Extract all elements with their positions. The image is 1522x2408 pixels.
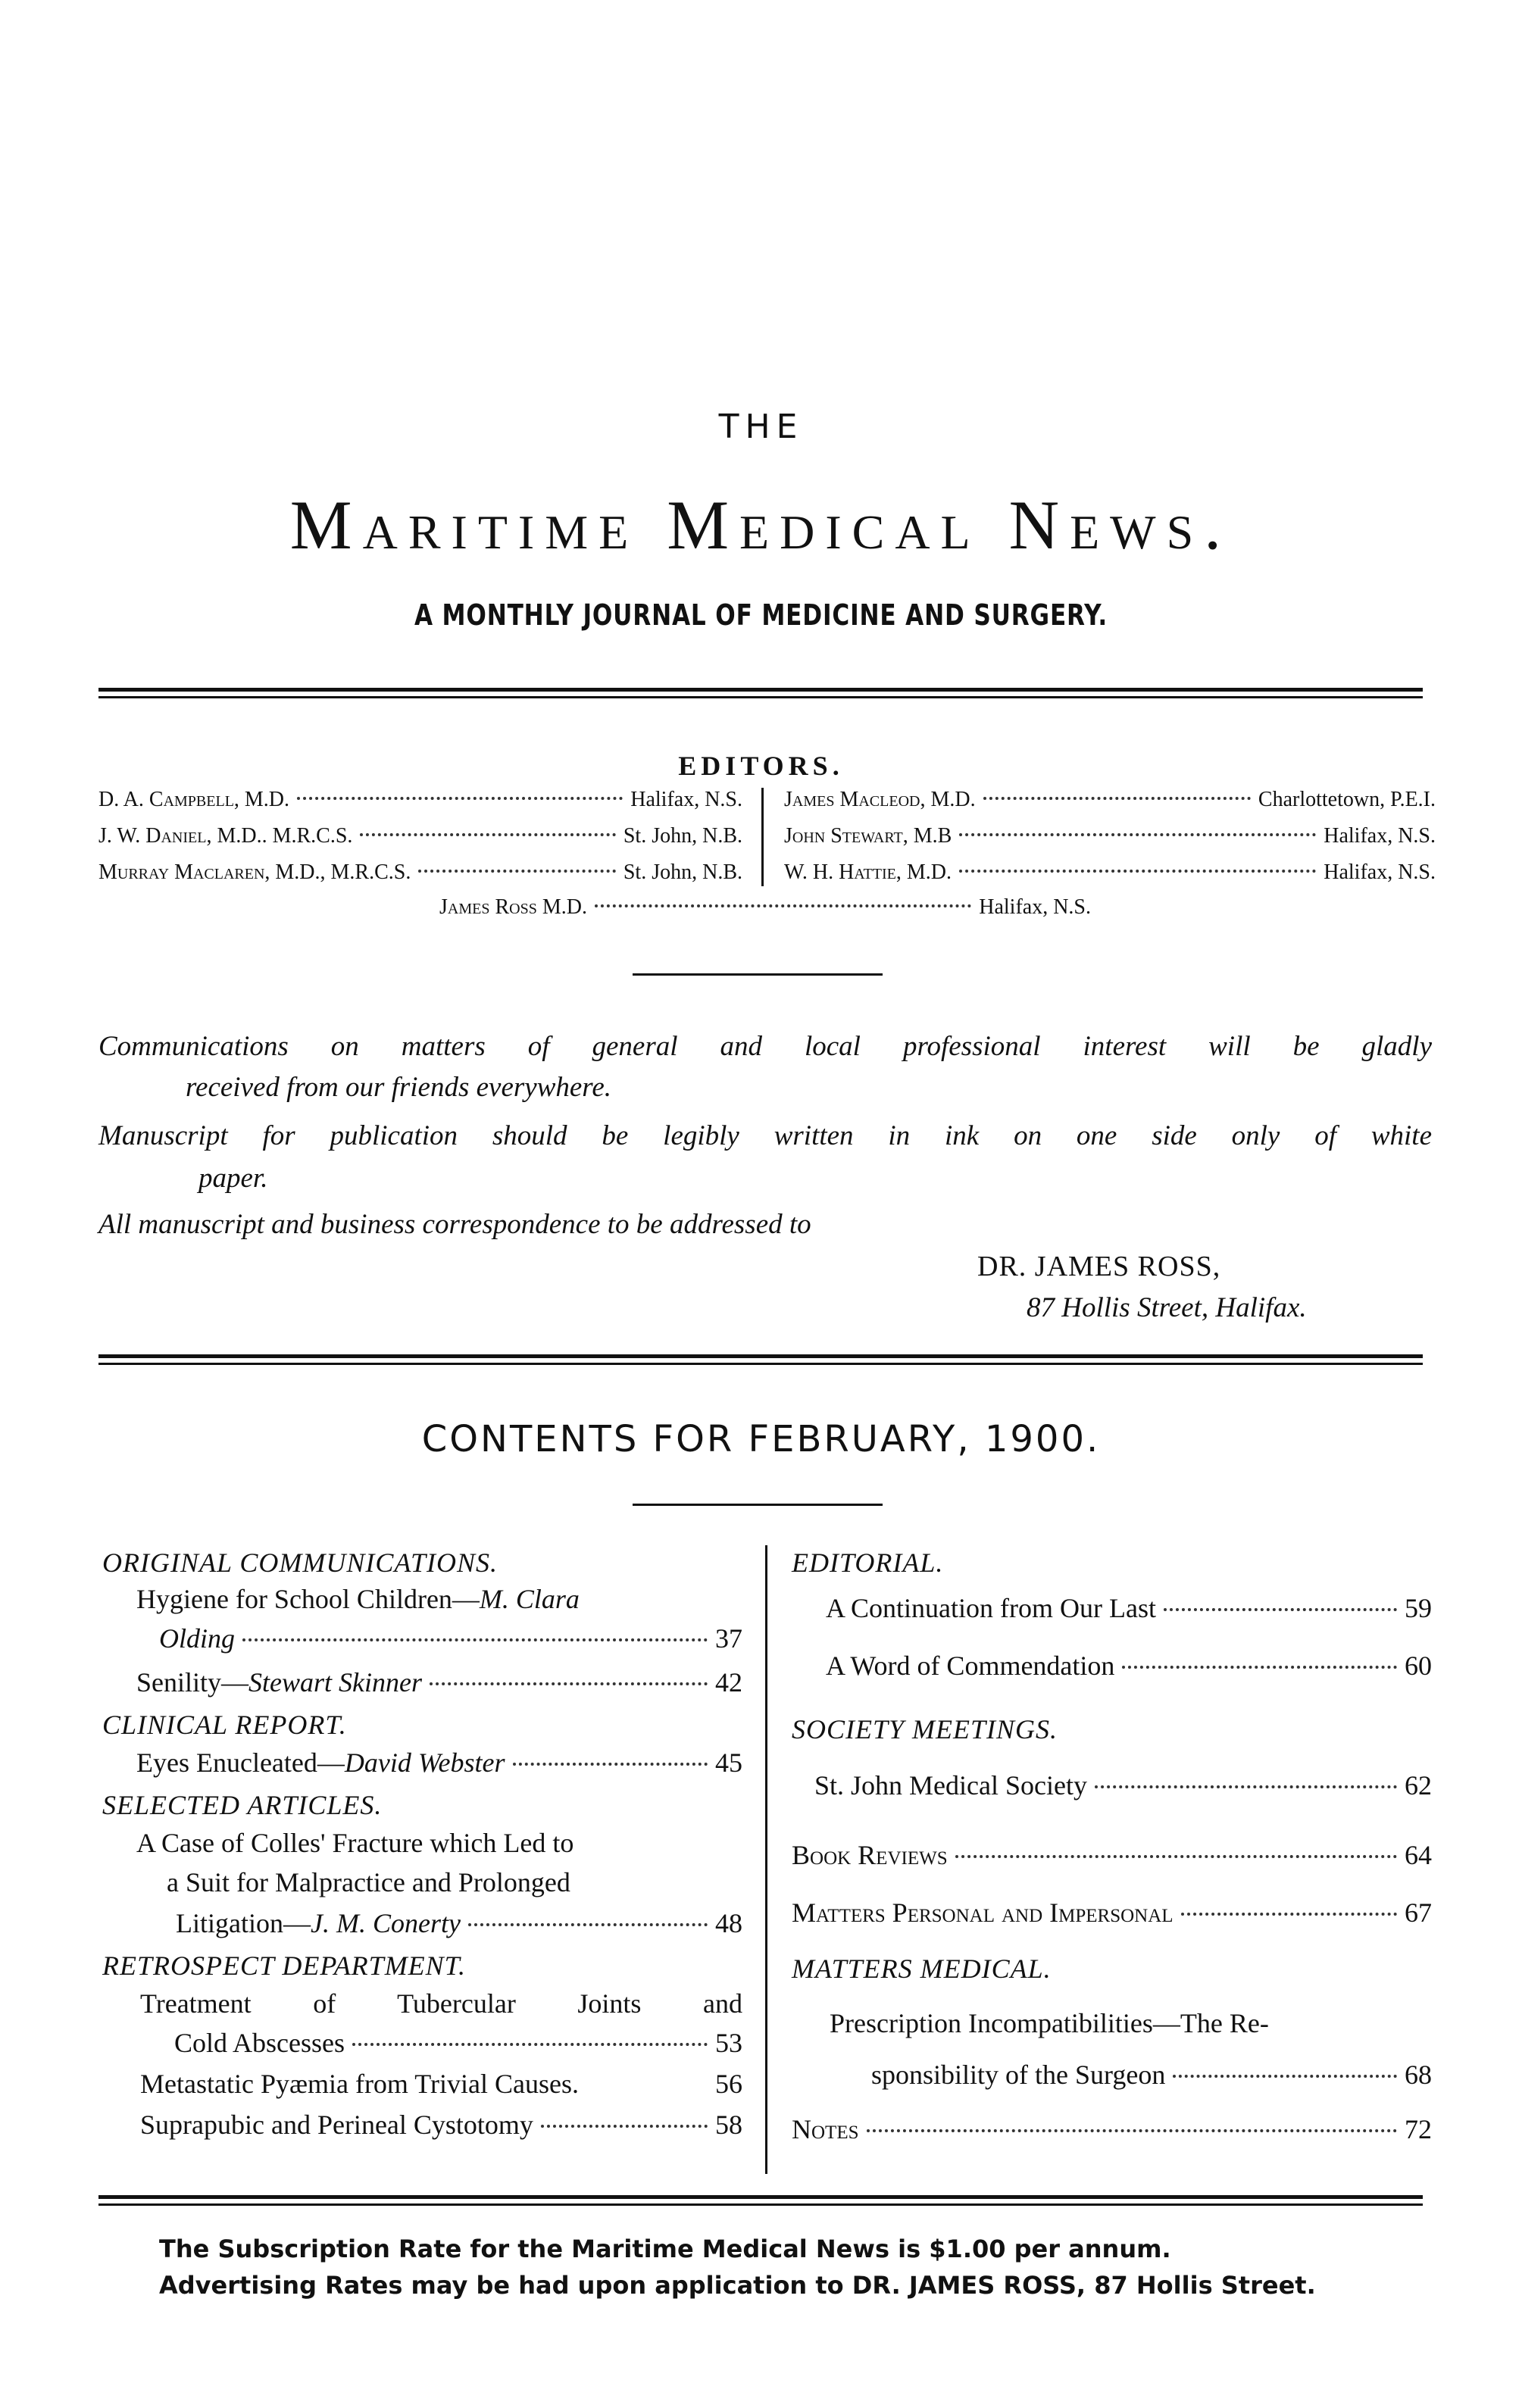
- editor-name: W. H. Hattie, M.D.: [784, 860, 952, 884]
- toc-tubercular-line2[interactable]: [174, 2027, 742, 2059]
- toc-page: 62: [1405, 1770, 1432, 1801]
- toc-colles-line3[interactable]: [176, 1907, 742, 1939]
- masthead-the: THE: [718, 408, 804, 446]
- editor-place: St. John, N.B.: [623, 824, 742, 848]
- toc-title: Eyes Enucleated—: [136, 1747, 345, 1778]
- toc-metastatic[interactable]: [140, 2068, 742, 2100]
- toc-commendation[interactable]: [826, 1650, 1432, 1682]
- masthead-rule: [98, 688, 1423, 698]
- editor-name: James Ross M.D.: [439, 895, 587, 919]
- toc-st-john-society[interactable]: [814, 1769, 1432, 1801]
- editor-name: James Macleod, M.D.: [784, 788, 976, 811]
- toc-page: 68: [1405, 2060, 1432, 2090]
- footer-subscription: The Subscription Rate for the Maritime Medical News is $1.00 per annum.: [159, 2235, 1171, 2263]
- section-original-communications: ORIGINAL COMMUNICATIONS.: [102, 1548, 498, 1578]
- editors-divider: [761, 788, 764, 886]
- notice-manuscript-2: paper.: [198, 1163, 268, 1194]
- editor-left-1: [98, 788, 742, 812]
- journal-title: Maritime Medical News.: [289, 486, 1233, 564]
- toc-prescription-line1[interactable]: Prescription Incompatibilities—The Re-: [830, 2008, 1269, 2038]
- section-retrospect-department: RETROSPECT DEPARTMENT.: [102, 1950, 467, 1981]
- toc-title: Cold Abscesses: [174, 2028, 345, 2058]
- footer-advertising: Advertising Rates may be had upon application to DR. JAMES ROSS, 87 Hollis Street.: [159, 2271, 1316, 2300]
- toc-page: 72: [1405, 2114, 1432, 2144]
- toc-title: A Continuation from Our Last: [826, 1593, 1156, 1623]
- section-editorial: EDITORIAL.: [792, 1548, 944, 1578]
- toc-author: Stewart Skinner: [248, 1667, 422, 1697]
- toc-book-reviews[interactable]: [792, 1839, 1432, 1871]
- toc-page: 45: [715, 1747, 742, 1778]
- editor-place: Halifax, N.S.: [630, 788, 742, 811]
- toc-page: 58: [715, 2110, 742, 2140]
- toc-page: 64: [1405, 1840, 1432, 1870]
- toc-author: Olding: [159, 1623, 236, 1654]
- editor-right-3: [784, 860, 1436, 885]
- toc-colles-line1[interactable]: A Case of Colles' Fracture which Led to: [136, 1828, 574, 1858]
- toc-title: A Word of Commendation: [826, 1651, 1115, 1681]
- notice-correspondence: All manuscript and business correspondence to be addressed to: [98, 1209, 811, 1240]
- editor-place: Halifax, N.S.: [979, 895, 1091, 919]
- toc-page: 59: [1405, 1593, 1432, 1623]
- toc-author: David Webster: [344, 1747, 505, 1778]
- toc-title: Metastatic Pyæmia from Trivial Causes.: [140, 2069, 579, 2099]
- toc-page: 67: [1405, 1897, 1432, 1928]
- toc-tubercular-line1[interactable]: Treatment of Tubercular Joints and: [140, 1988, 742, 2019]
- toc-hygiene-line1: [136, 1583, 580, 1615]
- editors-short-rule: [633, 973, 883, 976]
- toc-page: 53: [715, 2028, 742, 2058]
- section-society-meetings: SOCIETY MEETINGS.: [792, 1714, 1058, 1744]
- editor-place: Halifax, N.S.: [1324, 824, 1436, 848]
- toc-senility[interactable]: [136, 1666, 742, 1698]
- section-selected-articles: SELECTED ARTICLES.: [102, 1790, 383, 1820]
- toc-title[interactable]: Hygiene for School Children—: [136, 1584, 480, 1614]
- editor-name: Murray Maclaren, M.D., M.R.C.S.: [98, 860, 411, 884]
- toc-page: 37: [715, 1623, 742, 1654]
- toc-title: Book Reviews: [792, 1840, 948, 1870]
- editor-name: J. W. Daniel, M.D.. M.R.C.S.: [98, 824, 353, 848]
- toc-title: Matters Personal and Impersonal: [792, 1897, 1174, 1928]
- toc-eyes-enucleated[interactable]: [136, 1747, 742, 1779]
- contents-column-divider: [765, 1545, 767, 2174]
- toc-page: 60: [1405, 1651, 1432, 1681]
- editor-place: Charlottetown, P.E.I.: [1258, 788, 1436, 811]
- toc-hygiene-line2[interactable]: [159, 1623, 742, 1654]
- contents-short-rule: [633, 1504, 883, 1506]
- journal-subtitle: A MONTHLY JOURNAL OF MEDICINE AND SURGERY.: [414, 598, 1108, 632]
- toc-page: 48: [715, 1908, 742, 1938]
- toc-colles-line2[interactable]: a Suit for Malpractice and Prolonged: [167, 1867, 570, 1897]
- toc-title: Litigation—: [176, 1908, 311, 1938]
- notices-rule: [98, 1354, 1423, 1365]
- toc-continuation[interactable]: [826, 1592, 1432, 1624]
- editor-right-1: [784, 788, 1436, 812]
- toc-author: J. M. Conerty: [310, 1908, 461, 1938]
- editor-place: St. John, N.B.: [623, 860, 742, 884]
- editors-heading: EDITORS.: [678, 751, 844, 781]
- editor-name: John Stewart, M.B: [784, 824, 952, 848]
- toc-page: 56: [715, 2069, 742, 2099]
- editor-left-3: [98, 860, 742, 885]
- toc-title: sponsibility of the Surgeon: [871, 2060, 1166, 2090]
- editor-left-2: [98, 824, 742, 848]
- toc-prescription-line2[interactable]: [871, 2059, 1432, 2091]
- addressee-address: 87 Hollis Street, Halifax.: [1027, 1292, 1307, 1323]
- section-clinical-report: CLINICAL REPORT.: [102, 1710, 347, 1740]
- editor-right-2: [784, 824, 1436, 848]
- editor-last: [439, 895, 1091, 920]
- toc-title: Senility—: [136, 1667, 249, 1697]
- notice-manuscript-1: Manuscript for publication should be legibly written in ink on one side only of white: [98, 1120, 1432, 1151]
- contents-title: CONTENTS FOR FEBRUARY, 1900.: [421, 1418, 1101, 1460]
- toc-matters-personal[interactable]: [792, 1897, 1432, 1929]
- toc-cystotomy[interactable]: [140, 2109, 742, 2141]
- contents-bottom-rule: [98, 2195, 1423, 2206]
- section-matters-medical: MATTERS MEDICAL.: [792, 1954, 1052, 1984]
- notice-communications-1: Communications on matters of general and local professional interest will be gladly: [98, 1031, 1432, 1062]
- toc-title: Notes: [792, 2114, 859, 2144]
- addressee-name: DR. JAMES ROSS,: [977, 1251, 1221, 1282]
- toc-title: Suprapubic and Perineal Cystotomy: [140, 2110, 533, 2140]
- editor-name: D. A. Campbell, M.D.: [98, 788, 290, 811]
- notice-communications-2: received from our friends everywhere.: [186, 1072, 612, 1103]
- toc-page: 42: [715, 1667, 742, 1697]
- toc-title: St. John Medical Society: [814, 1770, 1087, 1801]
- toc-notes[interactable]: [792, 2113, 1432, 2145]
- editor-place: Halifax, N.S.: [1324, 860, 1436, 884]
- toc-author: M. Clara: [479, 1584, 580, 1614]
